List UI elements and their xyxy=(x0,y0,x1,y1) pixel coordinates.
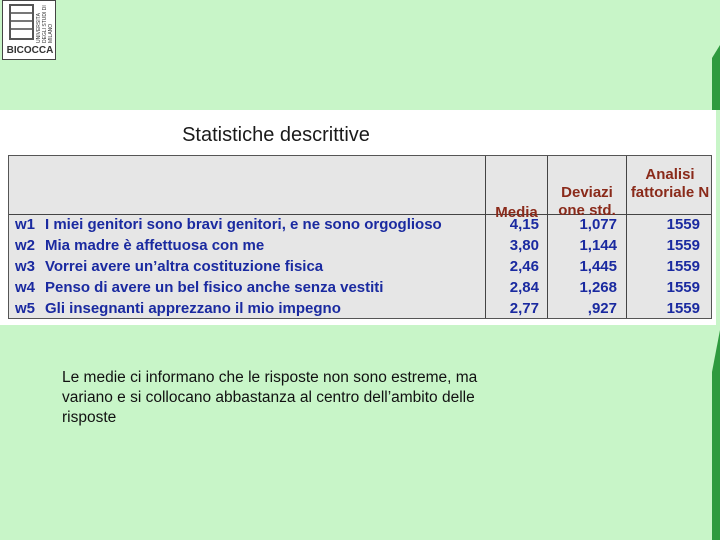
row-label: Vorrei avere un’altra costituzione fisica xyxy=(45,258,324,275)
row-dev: ,927 xyxy=(587,300,617,317)
row-n: 1559 xyxy=(666,237,700,254)
row-dev: 1,445 xyxy=(579,258,617,275)
table-row xyxy=(9,277,713,298)
row-dev: 1,077 xyxy=(579,216,617,233)
row-media: 2,46 xyxy=(509,258,539,275)
row-media: 3,80 xyxy=(509,237,539,254)
logo-emblem-icon xyxy=(9,4,34,40)
header-n: Analisi fattoriale N xyxy=(630,166,710,201)
row-label: Penso di avere un bel fisico anche senza vestiti xyxy=(45,279,384,296)
row-code: w1 xyxy=(15,216,36,233)
stats-table-panel xyxy=(0,110,716,325)
row-n: 1559 xyxy=(666,279,700,296)
university-logo xyxy=(2,0,56,60)
row-code: w5 xyxy=(15,300,36,317)
row-dev: 1,144 xyxy=(579,237,617,254)
row-label: Gli insegnanti apprezzano il mio impegno xyxy=(45,300,341,317)
row-code: w4 xyxy=(15,279,36,296)
table-row xyxy=(9,298,713,319)
header-deviazione: Deviazi one std. xyxy=(558,184,616,219)
table-title: Statistiche descrittive xyxy=(182,124,370,146)
stats-table xyxy=(8,155,712,319)
row-n: 1559 xyxy=(666,300,700,317)
row-dev: 1,268 xyxy=(579,279,617,296)
explanation-text: Le medie ci informano che le risposte non sono estreme, ma variano e si collocano abbastanza al centro dell’ambito delle risposte xyxy=(62,369,478,426)
logo-side-text: UNIVERSITÀ DEGLI STUDI DI MILANO xyxy=(36,5,54,43)
green-deco-stripe xyxy=(712,330,720,540)
row-label: Mia madre è affettuosa con me xyxy=(45,237,265,254)
row-media: 4,15 xyxy=(509,216,539,233)
green-deco-stripe xyxy=(712,45,720,110)
logo-name: BICOCCA xyxy=(6,45,54,56)
header-media: Media xyxy=(495,204,538,221)
row-media: 2,77 xyxy=(509,300,539,317)
row-code: w2 xyxy=(15,237,36,254)
table-row xyxy=(9,256,713,277)
row-code: w3 xyxy=(15,258,36,275)
row-n: 1559 xyxy=(666,216,700,233)
row-media: 2,84 xyxy=(509,279,539,296)
table-row xyxy=(9,235,713,256)
table-row xyxy=(9,214,713,235)
row-n: 1559 xyxy=(666,258,700,275)
row-label: I miei genitori sono bravi genitori, e ne sono orgoglioso xyxy=(45,216,442,233)
